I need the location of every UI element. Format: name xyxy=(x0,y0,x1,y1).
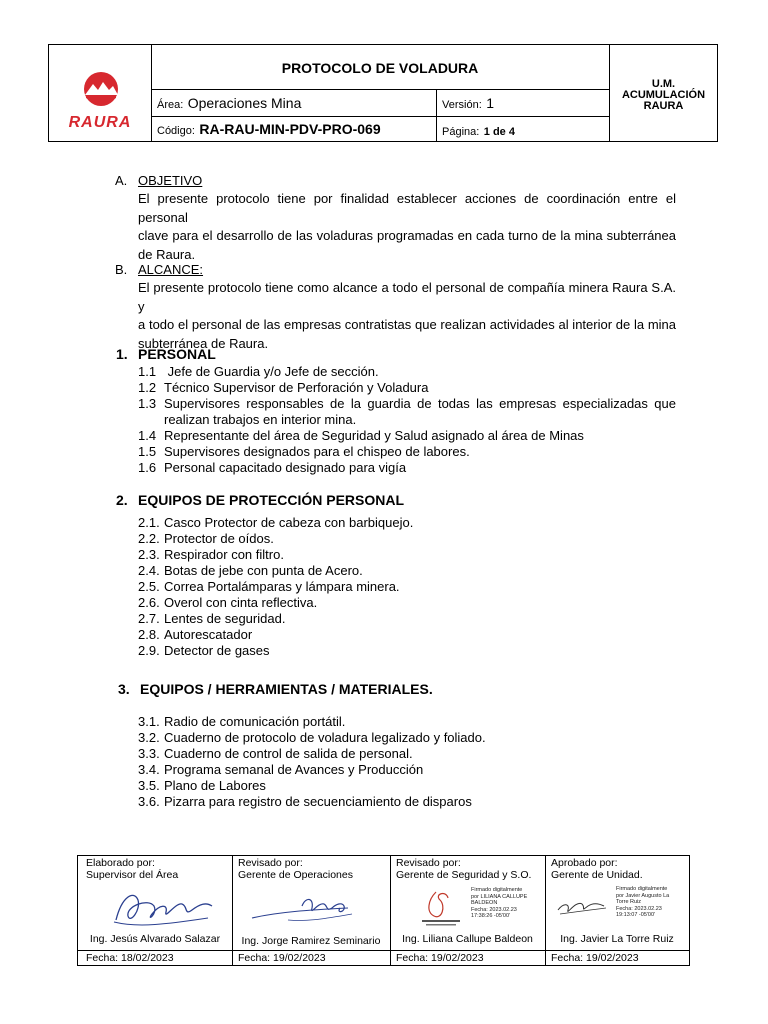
item-text: Técnico Supervisor de Perforación y Voladura xyxy=(164,380,429,395)
role-title: Elaborado por: xyxy=(86,857,155,869)
list-item xyxy=(138,627,676,643)
list-item xyxy=(138,444,676,460)
list-item xyxy=(138,396,676,412)
code-field xyxy=(157,121,381,139)
signer-name: Ing. Liliana Callupe Baldeon xyxy=(402,933,533,945)
item-text: Autorescatador xyxy=(164,627,253,642)
item-number: 3.4. xyxy=(138,762,160,777)
digital-signature-note xyxy=(471,887,527,920)
digital-signature-line: BALDEON xyxy=(471,900,498,906)
item-number: 2.3. xyxy=(138,547,160,562)
area-label: Área: xyxy=(157,99,184,111)
item-text: realizan trabajos en interior mina. xyxy=(164,412,357,427)
item-number: 2.1. xyxy=(138,515,160,530)
area-value: Operaciones Mina xyxy=(187,95,302,111)
list-item xyxy=(138,595,676,611)
signature-column xyxy=(238,857,353,881)
signer-name: Ing. Jorge Ramirez Seminario xyxy=(241,935,381,947)
page-label: Página: xyxy=(442,126,480,138)
section-b-line: El presente protocolo tiene como alcance a todo el personal de compañía minera Raura S.A. y xyxy=(138,280,676,314)
item-number: 2.6. xyxy=(138,595,160,610)
item-text: Casco Protector de cabeza con barbiquejo. xyxy=(164,515,414,530)
item-text: Protector de oídos. xyxy=(164,531,274,546)
digital-signature-line: por Javier Augusto La xyxy=(616,892,670,899)
item-number: 2.4. xyxy=(138,563,160,578)
version-label: Versión: xyxy=(442,99,482,111)
signature-table xyxy=(77,855,690,966)
item-number: 3.2. xyxy=(138,730,160,745)
section-2-number: 2. xyxy=(116,492,128,508)
list-item xyxy=(138,380,676,396)
section-a-line: El presente protocolo tiene por finalidad establecer acciones de coordinación entre el personal xyxy=(138,191,676,225)
item-number: 1.2 xyxy=(138,380,157,395)
item-text: Supervisores responsables de la guardia de todas las empresas especializadas que xyxy=(164,396,676,411)
unit-line-3: RAURA xyxy=(643,100,684,112)
list-item xyxy=(138,714,676,730)
role-name: Supervisor del Área xyxy=(86,869,179,881)
item-number: 1.4 xyxy=(138,428,157,443)
handwritten-signature xyxy=(248,890,358,930)
digital-signature-note xyxy=(616,886,669,919)
section-a-line: clave para el desarrollo de las voladuras programadas en cada turno de la mina subterránea xyxy=(138,228,676,243)
item-number: 2.7. xyxy=(138,611,160,626)
section-1-list xyxy=(138,364,676,476)
role-name: Gerente de Operaciones xyxy=(238,869,353,881)
role-name: Gerente de Seguridad y S.O. xyxy=(396,869,532,881)
list-item xyxy=(138,428,676,444)
digital-signature-line: Fecha: 2023.02.23 xyxy=(471,906,517,913)
list-item xyxy=(138,794,676,810)
section-b-title: ALCANCE: xyxy=(138,262,204,277)
role-name: Gerente de Unidad. xyxy=(551,869,643,881)
document-title: PROTOCOLO DE VOLADURA xyxy=(281,60,479,76)
signature-date: Fecha: 19/02/2023 xyxy=(551,952,639,964)
role-title: Revisado por: xyxy=(238,857,303,869)
list-item xyxy=(138,412,676,428)
item-text: Radio de comunicación portátil. xyxy=(164,714,346,729)
list-item xyxy=(138,563,676,579)
section-3-title: EQUIPOS / HERRAMIENTAS / MATERIALES. xyxy=(140,681,433,697)
handwritten-signature xyxy=(554,894,610,920)
item-text: Jefe de Guardia y/o Jefe de sección. xyxy=(164,364,379,379)
item-text: Botas de jebe con punta de Acero. xyxy=(164,563,363,578)
section-2-list xyxy=(138,515,676,659)
list-item xyxy=(138,611,676,627)
section-3-number: 3. xyxy=(118,681,130,697)
section-1-title: PERSONAL xyxy=(138,346,216,362)
digital-signature-seal xyxy=(416,886,466,928)
list-item xyxy=(138,778,676,794)
section-a-line: de Raura. xyxy=(138,246,196,262)
section-1-number: 1. xyxy=(116,346,128,362)
item-text: Detector de gases xyxy=(164,643,270,658)
section-b-line: a todo el personal de las empresas contratistas que realizan actividades al interior de la mina xyxy=(138,317,676,332)
signature-date: Fecha: 19/02/2023 xyxy=(238,952,326,964)
list-item xyxy=(138,547,676,563)
raura-logo xyxy=(49,45,151,141)
area-field xyxy=(157,95,301,113)
code-label: Código: xyxy=(157,125,195,137)
digital-signature-line: Torre Ruiz xyxy=(616,899,642,905)
item-number: 3.5. xyxy=(138,778,160,793)
item-number: 2.8. xyxy=(138,627,160,642)
list-item xyxy=(138,643,676,659)
unit-line-2: ACUMULACIÓN xyxy=(621,89,706,101)
item-text: Overol con cinta reflectiva. xyxy=(164,595,318,610)
page-field xyxy=(442,122,515,140)
item-number: 3.3. xyxy=(138,746,160,761)
section-2-title: EQUIPOS DE PROTECCIÓN PERSONAL xyxy=(138,492,405,508)
section-b-paragraph xyxy=(138,279,676,353)
item-text: Personal capacitado designado para vigía xyxy=(164,460,407,475)
item-text: Programa semanal de Avances y Producción xyxy=(164,762,424,777)
digital-signature-line: Firmado digitalmente xyxy=(471,887,523,893)
signature-date: Fecha: 18/02/2023 xyxy=(86,952,174,964)
item-number: 3.1. xyxy=(138,714,160,729)
list-item xyxy=(138,531,676,547)
unit-line-1: U.M. xyxy=(651,78,676,90)
section-a-paragraph xyxy=(138,190,676,264)
item-text: Lentes de seguridad. xyxy=(164,611,286,626)
item-text: Supervisores designados para el chispeo de labores. xyxy=(164,444,470,459)
role-title: Aprobado por: xyxy=(551,857,618,869)
item-text: Respirador con filtro. xyxy=(164,547,284,562)
list-item xyxy=(138,460,676,476)
section-a-title: OBJETIVO xyxy=(138,173,203,188)
digital-signature-line: Firmado digitalmente xyxy=(616,886,668,892)
item-text: Representante del área de Seguridad y Salud asignado al área de Minas xyxy=(164,428,584,443)
section-3-list xyxy=(138,714,676,810)
item-number: 1.5 xyxy=(138,444,157,459)
item-number: 1.3 xyxy=(138,396,157,411)
list-item xyxy=(138,515,676,531)
logo-cell xyxy=(49,45,151,141)
digital-signature-line: 19:13:07 -05'00' xyxy=(616,912,656,918)
item-number: 1.6 xyxy=(138,460,157,475)
code-value: RA-RAU-MIN-PDV-PRO-069 xyxy=(199,121,381,137)
item-text: Correa Portalámparas y lámpara minera. xyxy=(164,579,400,594)
digital-signature-line: por LILIANA CALLUPE xyxy=(471,893,528,900)
version-field xyxy=(442,95,494,113)
signature-column xyxy=(86,857,178,881)
item-number: 3.6. xyxy=(138,794,160,809)
digital-signature-line: Fecha: 2023.02.23 xyxy=(616,905,662,912)
version-value: 1 xyxy=(486,95,494,111)
section-b-line: subterránea de Raura. xyxy=(138,335,269,351)
list-item xyxy=(138,579,676,595)
unit-name xyxy=(610,79,717,112)
list-item xyxy=(138,730,676,746)
svg-text:RAURA: RAURA xyxy=(68,114,132,131)
item-text: Pizarra para registro de secuenciamiento de disparos xyxy=(164,794,472,809)
item-text: Cuaderno de protocolo de voladura legalizado y foliado. xyxy=(164,730,486,745)
item-text: Cuaderno de control de salida de personal. xyxy=(164,746,413,761)
list-item xyxy=(138,762,676,778)
signature-column xyxy=(396,857,531,881)
signer-name: Ing. Javier La Torre Ruiz xyxy=(560,933,674,945)
signature-column xyxy=(551,857,643,881)
list-item xyxy=(138,364,676,380)
digital-signature-line: 17:38:26 -05'00' xyxy=(471,913,511,919)
handwritten-signature xyxy=(108,884,218,932)
item-text: Plano de Labores xyxy=(164,778,266,793)
section-a-letter: A. xyxy=(115,173,128,188)
role-title: Revisado por: xyxy=(396,857,461,869)
item-number: 2.9. xyxy=(138,643,160,658)
signature-date: Fecha: 19/02/2023 xyxy=(396,952,484,964)
section-b-letter: B. xyxy=(115,262,128,277)
signer-name: Ing. Jesús Alvarado Salazar xyxy=(89,933,221,945)
page-value: 1 de 4 xyxy=(483,126,515,138)
document-header xyxy=(48,44,718,142)
list-item xyxy=(138,746,676,762)
item-number: 2.5. xyxy=(138,579,160,594)
item-number: 1.1 xyxy=(138,364,157,379)
item-number: 2.2. xyxy=(138,531,160,546)
